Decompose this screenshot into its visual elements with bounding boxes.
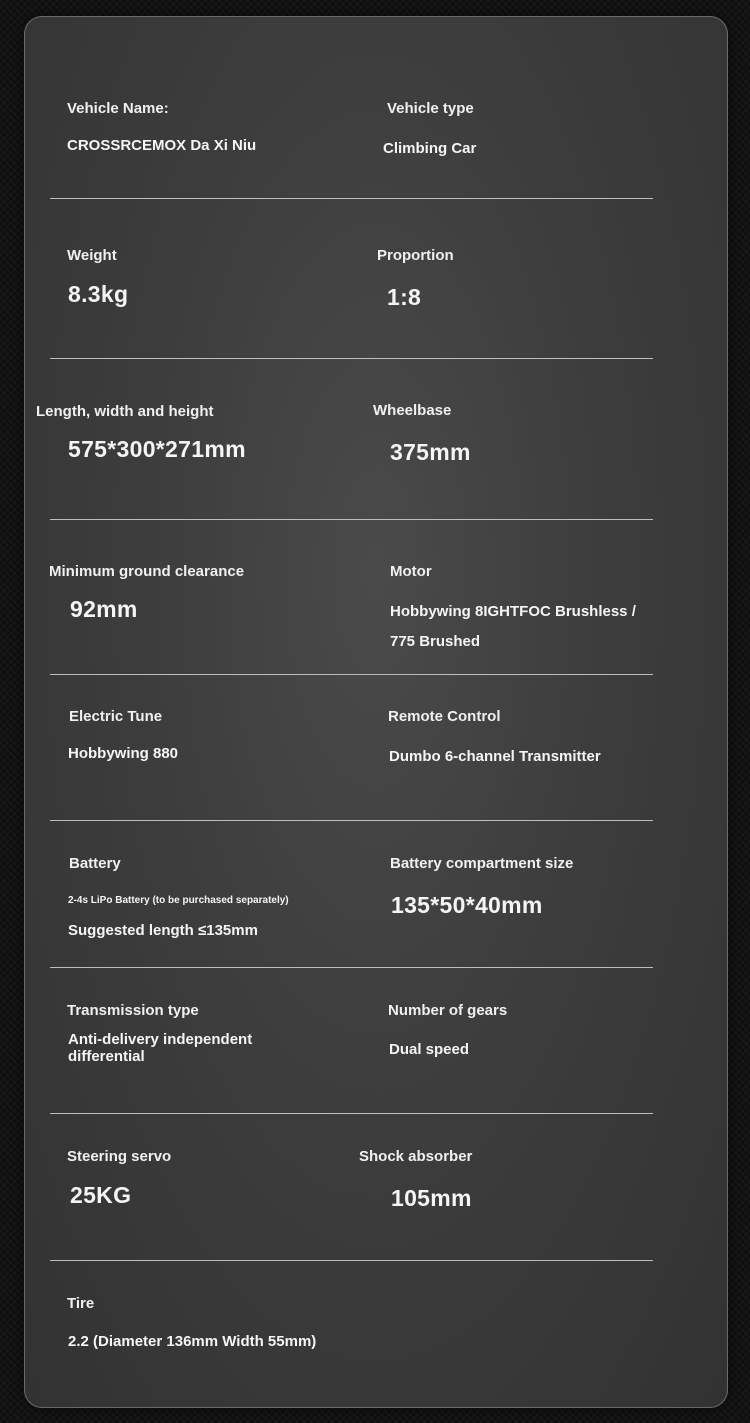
tire-value: 2.2 (Diameter 136mm Width 55mm) [68, 1333, 317, 1350]
divider [50, 1113, 653, 1114]
remote-control-label: Remote Control [388, 708, 501, 725]
divider [50, 519, 653, 520]
battery-label: Battery [69, 855, 121, 872]
battery-value: Suggested length ≤135mm [68, 922, 258, 939]
vehicle-type-label: Vehicle type [387, 100, 474, 117]
divider [50, 820, 653, 821]
divider [50, 1260, 653, 1261]
shock-absorber-label: Shock absorber [359, 1148, 473, 1165]
gears-value: Dual speed [389, 1041, 470, 1058]
transmission-label: Transmission type [67, 1002, 199, 1019]
dimensions-label: Length, width and height [36, 403, 214, 420]
motor-value-line1: Hobbywing 8IGHTFOC Brushless / [390, 603, 636, 620]
transmission-value: Anti-delivery independent differential [68, 1031, 253, 1065]
gears-label: Number of gears [388, 1002, 508, 1019]
divider [50, 967, 653, 968]
steering-servo-value: 25KG [70, 1182, 132, 1208]
vehicle-name-value: CROSSRCEMOX Da Xi Niu [67, 137, 257, 154]
proportion-value: 1:8 [387, 284, 422, 310]
vehicle-name-label: Vehicle Name: [67, 100, 169, 117]
divider [50, 198, 653, 199]
remote-control-value: Dumbo 6-channel Transmitter [389, 748, 601, 765]
battery-compartment-label: Battery compartment size [390, 855, 574, 872]
wheelbase-label: Wheelbase [373, 402, 452, 419]
shock-absorber-value: 105mm [391, 1185, 472, 1211]
tire-label: Tire [67, 1295, 95, 1312]
divider [50, 358, 653, 359]
proportion-label: Proportion [377, 247, 454, 264]
ground-clearance-value: 92mm [70, 596, 138, 622]
weight-value: 8.3kg [68, 281, 129, 307]
ground-clearance-label: Minimum ground clearance [49, 563, 245, 580]
battery-note: 2-4s LiPo Battery (to be purchased separately) [68, 895, 289, 906]
weight-label: Weight [67, 247, 117, 264]
electric-tune-value: Hobbywing 880 [68, 745, 179, 762]
motor-label: Motor [390, 563, 432, 580]
dimensions-value: 575*300*271mm [68, 436, 246, 462]
steering-servo-label: Steering servo [67, 1148, 172, 1165]
divider [50, 674, 653, 675]
battery-compartment-value: 135*50*40mm [391, 892, 543, 918]
vehicle-type-value: Climbing Car [383, 140, 477, 157]
wheelbase-value: 375mm [390, 439, 471, 465]
motor-value-line2: 775 Brushed [390, 633, 481, 650]
electric-tune-label: Electric Tune [69, 708, 163, 725]
